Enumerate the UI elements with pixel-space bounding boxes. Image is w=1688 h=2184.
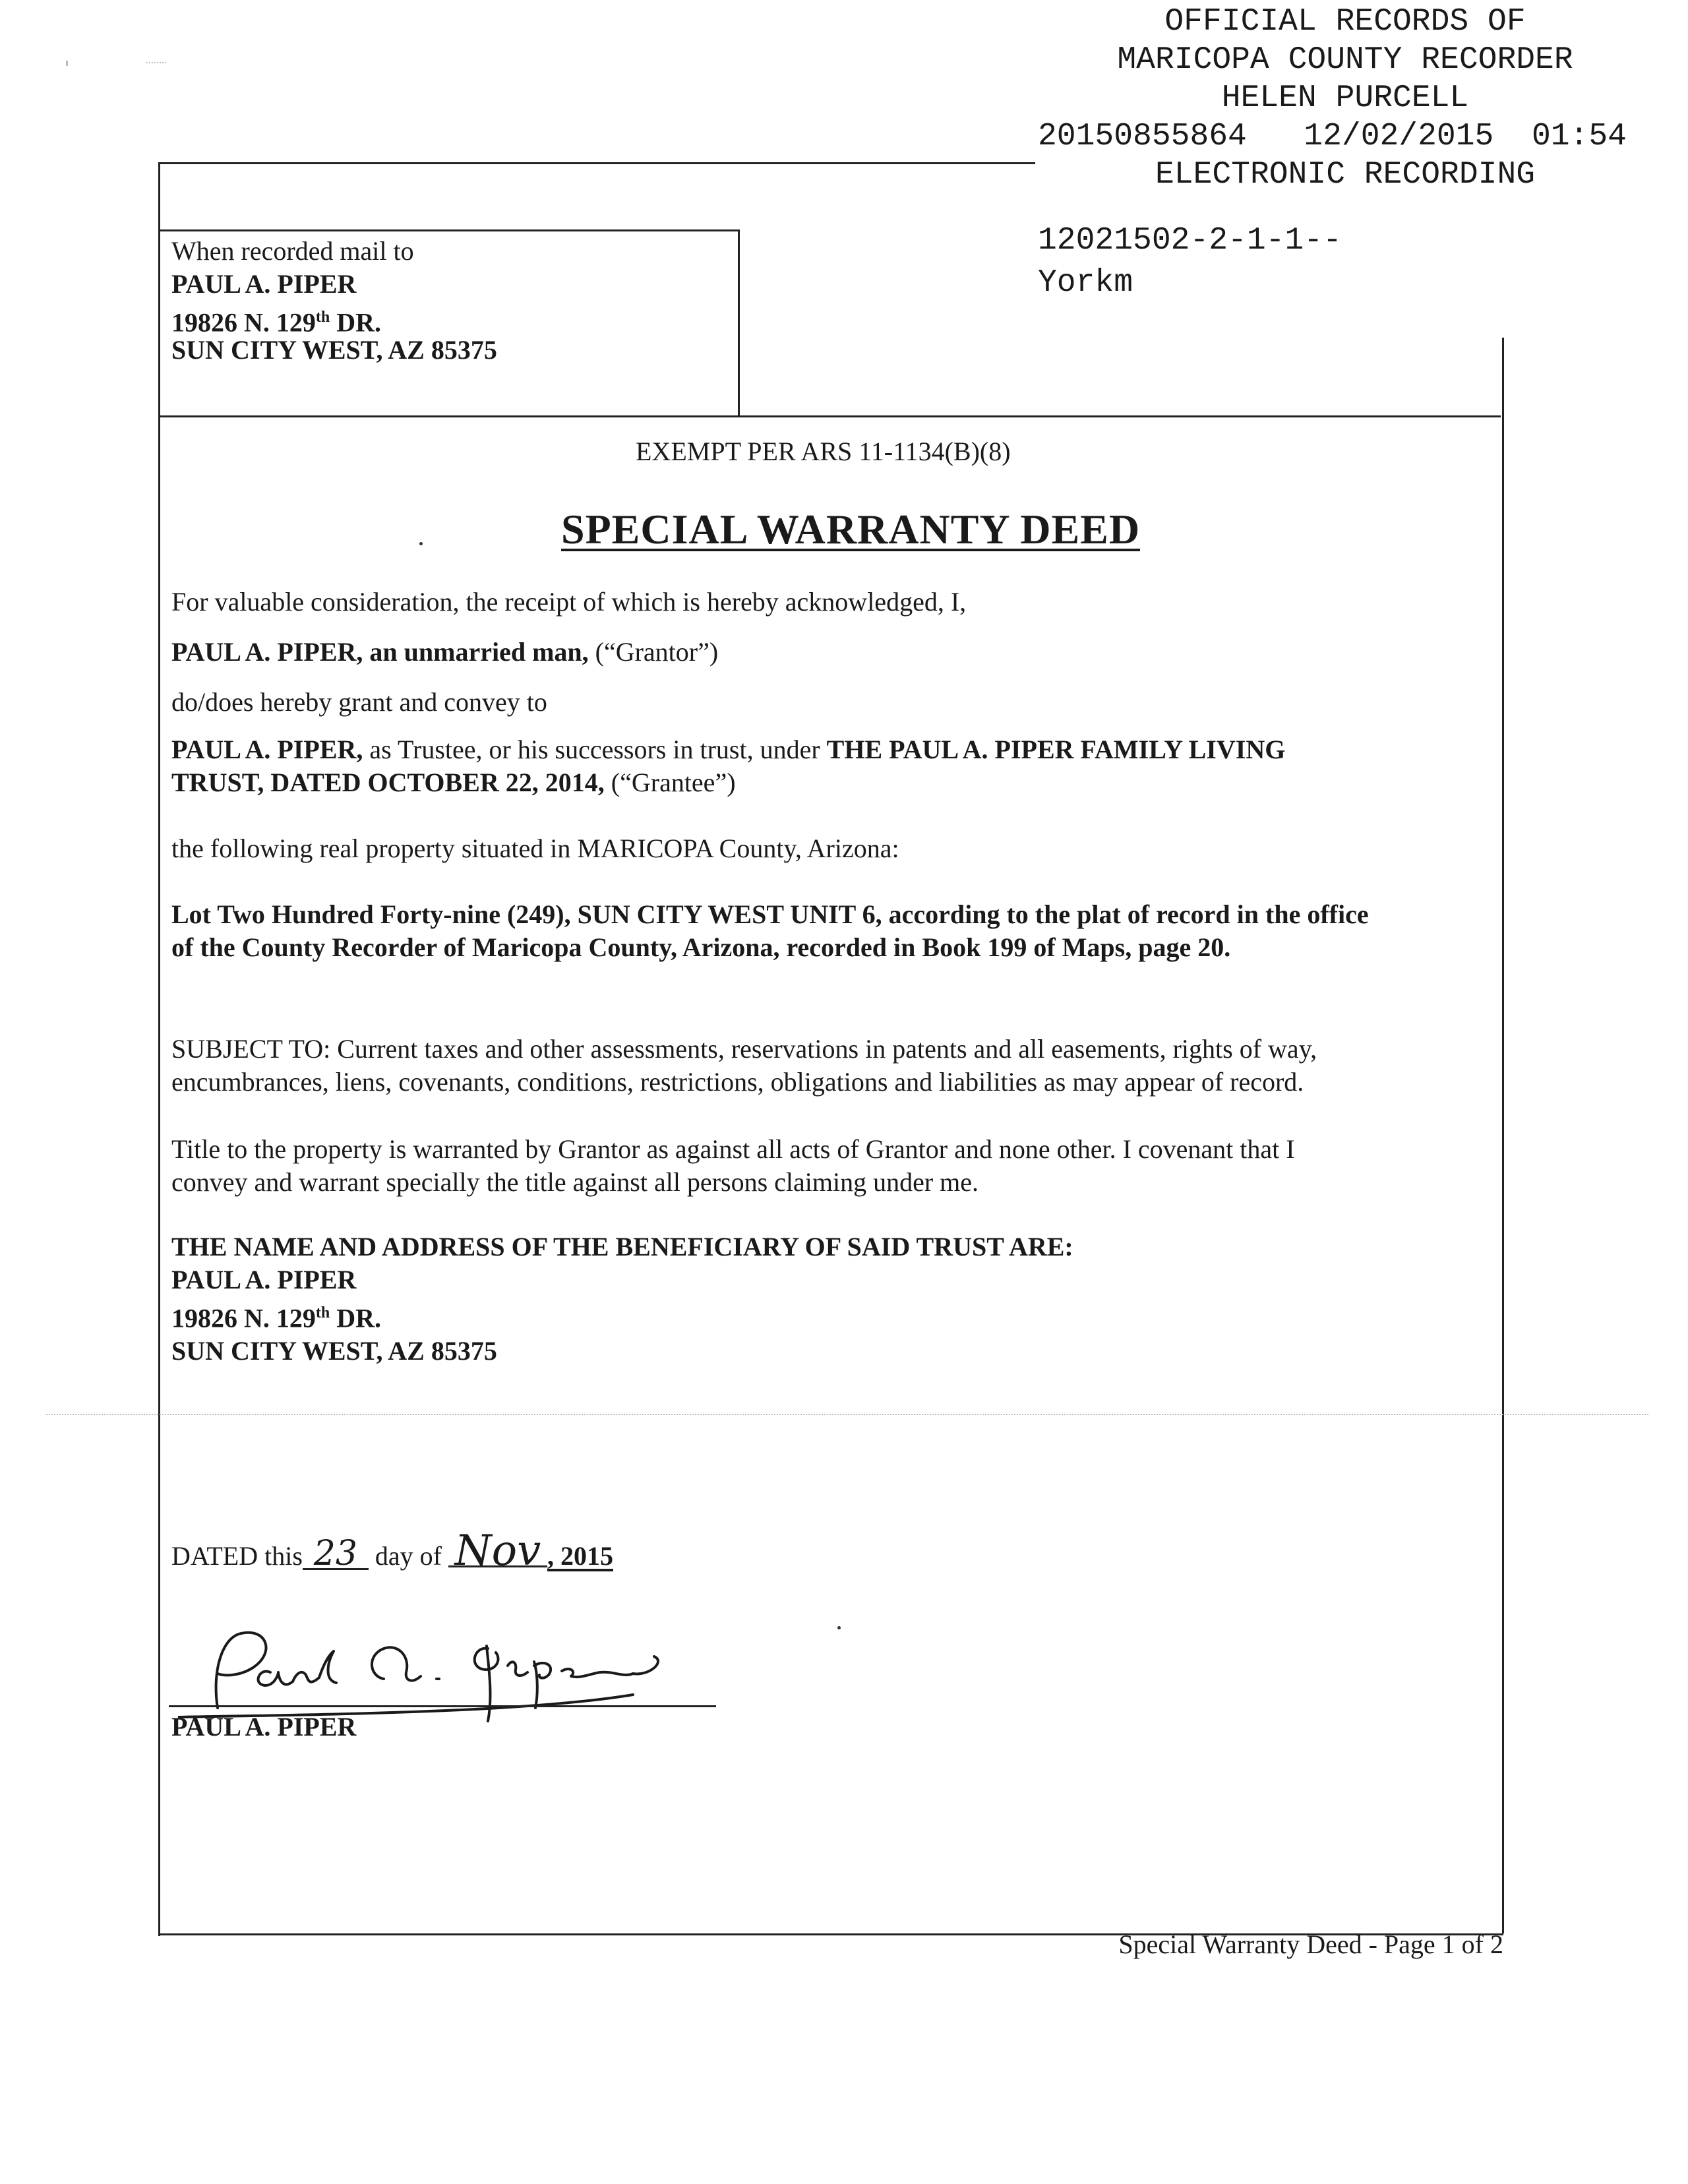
recorder-stamp-line-3: HELEN PURCELL (1221, 80, 1469, 116)
mail-to-heading: When recorded mail to (171, 236, 414, 266)
beneficiary-city: SUN CITY WEST, AZ 85375 (171, 1336, 497, 1366)
legal-description: Lot Two Hundred Forty-nine (249), SUN CITY WEST UNIT 6, according to the plat of record in the office of the County Recorder of Maricopa County, Arizona, recorded in Book 199 of Maps, page 20. (171, 899, 1369, 962)
dated-line (171, 1527, 613, 1575)
page-title: SPECIAL WARRANTY DEED (560, 506, 1141, 553)
scan-artifact-line (46, 1414, 1648, 1415)
beneficiary-name: PAUL A. PIPER (171, 1265, 357, 1294)
beneficiary-heading: THE NAME AND ADDRESS OF THE BENEFICIARY OF SAID TRUST ARE: (171, 1232, 1073, 1261)
trust-name: THE PAUL A. PIPER FAMILY LIVING (826, 735, 1286, 764)
exempt-notice: EXEMPT PER ARS 11-1134(B)(8) (636, 437, 1011, 466)
consideration-text: For valuable consideration, the receipt of which is hereby acknowledged, I, (171, 587, 967, 617)
recorder-stamp-line-1: OFFICIAL RECORDS OF (1164, 4, 1526, 40)
recorder-stamp-line-2: MARICOPA COUNTY RECORDER (1117, 42, 1573, 78)
scan-mark (146, 62, 166, 63)
signer-printed-name: PAUL A. PIPER (171, 1712, 357, 1742)
scan-mark (66, 61, 68, 66)
reference-user: Yorkm (1038, 265, 1133, 301)
frame-header-rule (158, 415, 1501, 417)
subject-to-paragraph: SUBJECT TO: Current taxes and other assessments, reservations in patents and all easements, rights of way, encumbrances, liens, covenants, conditions, restrictions, obligations and liabilities as may appear of record. (171, 1034, 1317, 1097)
recording-time: 01:54 (1531, 119, 1627, 154)
grantee-paragraph: PAUL A. PIPER, as Trustee, or his successors in trust, under THE PAUL A. PIPER FAMILY LIVING TRUST, DATED OCTOBER 22, 2014, (“Grantee”) (171, 735, 1286, 797)
mail-to-city: SUN CITY WEST, AZ 85375 (171, 335, 497, 365)
mail-to-street: 19826 N. 129th DR. (171, 307, 382, 338)
grantor-line (171, 636, 718, 669)
beneficiary-block (171, 1230, 1503, 1368)
dated-year: , 2015 (547, 1541, 613, 1571)
dated-month: Nov (448, 1536, 547, 1567)
speck (837, 1626, 841, 1629)
frame-top-rule (158, 162, 1035, 164)
grantee-name: PAUL A. PIPER, (171, 735, 363, 764)
trust-date: TRUST, DATED OCTOBER 22, 2014, (171, 768, 605, 797)
grantor-role: (“Grantor”) (588, 637, 719, 667)
signature-rule (169, 1705, 716, 1707)
recording-date: 12/02/2015 (1304, 119, 1494, 154)
dated-day: 23 (303, 1539, 369, 1570)
beneficiary-street: 19826 N. 129th DR. (171, 1303, 382, 1333)
grant-text: do/does hereby grant and convey to (171, 687, 547, 717)
fee-number: 20150855864 (1038, 119, 1247, 154)
grantor-name: PAUL A. PIPER, an unmarried man, (171, 637, 589, 667)
dated-middle: day of (368, 1541, 448, 1571)
reference-code: 12021502-2-1-1-- (1038, 223, 1342, 258)
recorder-stamp-line-5: ELECTRONIC RECORDING (1155, 157, 1536, 193)
mail-to-name: PAUL A. PIPER (171, 269, 357, 299)
page-title-wrap (422, 505, 1279, 554)
dated-prefix: DATED this (171, 1541, 303, 1571)
page-footer: Special Warranty Deed - Page 1 of 2 (1118, 1929, 1503, 1959)
recorder-stamp-fee-line (1038, 117, 1627, 156)
speck (419, 542, 423, 545)
frame-left-rule (158, 162, 160, 1936)
grantee-role: (“Grantee”) (604, 768, 736, 797)
property-intro: the following real property situated in MARICOPA County, Arizona: (171, 834, 899, 863)
warranty-paragraph: Title to the property is warranted by Grantor as against all acts of Grantor and none other. I covenant that I convey and warrant specially the title against all persons claiming under me. (171, 1134, 1295, 1197)
